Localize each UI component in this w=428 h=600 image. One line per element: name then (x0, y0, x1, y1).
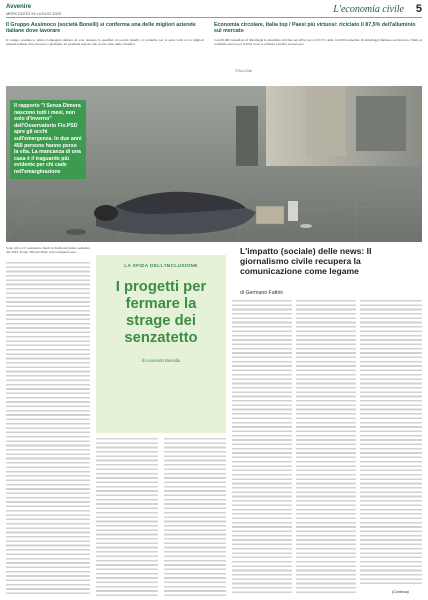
article-column-5 (296, 300, 356, 596)
photo-caption: © Eco-Chat (235, 69, 252, 73)
continued-note: (Continua) (392, 590, 409, 594)
section-title: L'economia civile (333, 4, 404, 15)
banner-title: I progetti per fermare la strage dei senzatetto (115, 279, 207, 346)
banner-kicker: LA SFIDA DELL'INCLUSIONE (124, 264, 198, 269)
brief-assimoco (6, 22, 204, 47)
impatto-headline: L'impatto (sociale) delle news: Il giornalismo civile recupera la comunicazione come legame (240, 246, 372, 277)
brief-alluminio (214, 22, 422, 47)
feature-banner (96, 255, 226, 433)
article-column-1 (6, 262, 90, 596)
text-lines (232, 300, 292, 596)
brief-title: Economia circolare, Italia top / Paesi più virtuosi: riciclato il 87,5% dell'alluminio sul mercato (214, 22, 416, 35)
article-column-6 (360, 300, 422, 584)
text-lines (296, 300, 356, 596)
article-column-4 (232, 300, 292, 596)
article-intro (6, 246, 90, 255)
issue-date: MERCOLEDÌ 19 LUGLIO 2023 (6, 11, 62, 16)
intro-text: Sono già 4.1l i senzatetto morti in Italia nel primo semestre del 2023. Erano 393 nel 2022. Gli scomparsi sono (6, 246, 90, 255)
text-lines (6, 262, 90, 596)
page-number: 5 (415, 3, 422, 15)
highlight-box: Il rapporto "I Senza Dimora nascono tutti i mesi, non solo d'inverno" dell'Osservatorio Fio.PSD apre gli occhi sull'emergenza. In due anni 450 persone hanno perso la vita. La mancanza di una casa è il traguardo più evidente per chi cade nell'emarginazione (10, 100, 86, 179)
brief-title: Il Gruppo Assimoco (società Bonelli) si conferma una delle migliori aziende italiane dove lavorare (6, 22, 196, 35)
brief-text: Il Gruppo Assimoco, prima Compagnia italiana ad aver ottenuto la qualifica di società benefit, si conferma per la sesta volta tra le migliori aziende italiane dove lavorare e guadagna 10 posizioni rispetto allo scorso anno nella classifica (6, 38, 204, 47)
text-lines (360, 300, 422, 584)
newspaper-logo: Avvenire (6, 4, 32, 10)
banner-author: di Leonardo Benedia (141, 358, 181, 363)
article-column-2 (96, 438, 158, 596)
brief-text: Con 82.000 tonnellate di imballaggi in alluminio riciclate nel 2022, pari al 67,5% delle 122.000 tonnellate di imballaggi immesse sul mercato, l'Italia si conferma ancora per il 2022 tra le eccellenze a livello europeo per (214, 38, 422, 47)
text-lines (96, 438, 158, 596)
text-lines (164, 438, 226, 596)
article-column-3 (164, 438, 226, 596)
impatto-byline: di Germano Fattini (240, 290, 283, 296)
masthead (6, 4, 422, 18)
